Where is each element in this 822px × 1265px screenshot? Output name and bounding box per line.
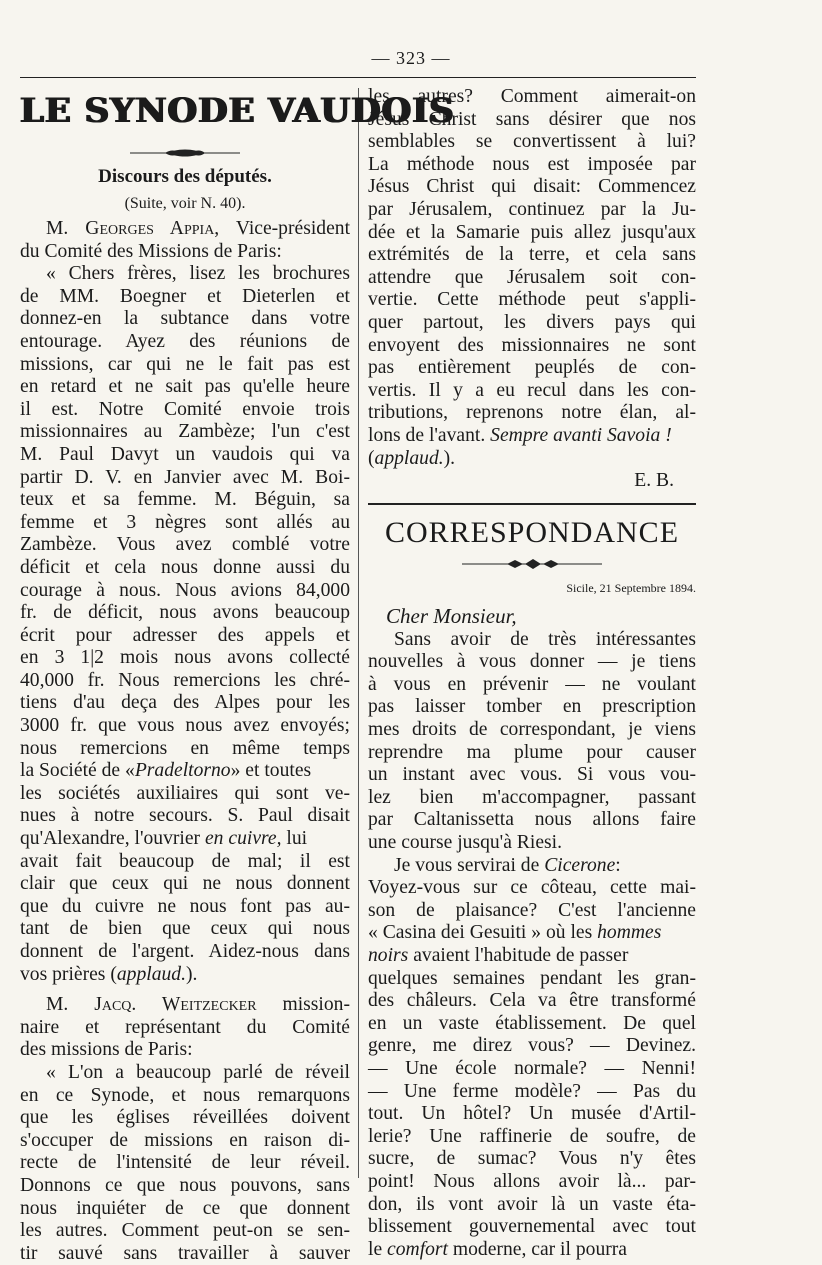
text-line: nous inquiéter de ce que donnent	[20, 1197, 350, 1219]
text-line: semblables se convertissent à lui?	[368, 131, 696, 153]
weitzecker-speech-continued	[368, 86, 696, 493]
text-line: son de plaisance? C'est l'ancienne	[368, 899, 696, 921]
text-line: reprendre ma plume pour causer	[368, 741, 696, 763]
text-line: envoyent des missionnaires ne sont	[368, 334, 696, 356]
text-line: attendre que Jérusalem soit con-	[368, 266, 696, 288]
text-line: s'occuper de missions en raison di-	[20, 1129, 350, 1151]
text-line: Sans avoir de très intéressantes	[394, 628, 696, 650]
letter-paragraph-2	[368, 855, 696, 1262]
text-line: il est. Notre Comité envoie trois	[20, 398, 350, 420]
text-line: tributions, reprenons notre élan, al-	[368, 402, 696, 424]
text-line: des missions de Paris:	[20, 1039, 193, 1061]
text-line: — Une école normale? — Nenni!	[368, 1057, 696, 1079]
text-line: La méthode nous est imposée par	[368, 153, 696, 175]
section-subhead: Discours des députés.	[98, 166, 272, 187]
text-line: lerie? Une raffinerie de soufre, de	[368, 1125, 696, 1147]
text-line: Jésus Christ sans désirer que nos	[368, 108, 696, 130]
text-line: que les églises réveillées doivent	[20, 1107, 350, 1129]
text-line: écrit pour adresser des appels et	[20, 624, 350, 646]
speaker-name: M. Georges Appia,	[46, 218, 220, 239]
text-line: nues à notre secours. S. Paul disait	[20, 805, 350, 827]
text-line: noirs avaient l'habitude de passer	[368, 945, 629, 966]
appia-speech	[20, 218, 350, 986]
text-line: Voyez-vous sur ce côteau, cette mai-	[368, 877, 696, 899]
text-line: fr. de déficit, nous avons beaucoup	[20, 602, 350, 624]
text-line: partir D. V. en Janvier avec M. Boi-	[20, 466, 350, 488]
text-line: M. Paul Davyt un vaudois qui va	[20, 443, 350, 465]
text-line: dée et la Samarie puis allez jusqu'aux	[368, 221, 696, 243]
text-line: tiens d'au deça des Alpes pour les	[20, 692, 350, 714]
text-line: missionnaires au Zambèze; l'un c'est	[20, 421, 350, 443]
text-line: vertis. Il y a eu recul dans les con-	[368, 379, 696, 401]
text-line: que du cuivre ne nous font pas au-	[20, 895, 350, 917]
text-line: missions, car qui ne le fait pas est	[20, 353, 350, 375]
text-line: lez bien m'accompagner, passant	[368, 786, 696, 808]
text-line: 40,000 fr. Nous remercions les chré-	[20, 669, 350, 691]
text-line: les autres? Comment aimerait-on	[368, 86, 696, 107]
text-line: les sociétés auxiliaires qui sont ve-	[20, 782, 350, 804]
dateline: Sicile, 21 Septembre 1894.	[566, 580, 696, 595]
text-line: déficit et cela nous donne aussi du	[20, 556, 350, 578]
text-line: M. Jacq. Weitzecker mission-	[46, 994, 350, 1016]
masthead-title: LE SYNODE VAUDOIS	[20, 91, 455, 131]
text-line: naire et représentant du Comité	[20, 1016, 350, 1038]
right-column	[368, 86, 696, 1261]
text-line: blissement gouvernemental avec tout	[368, 1216, 696, 1238]
text-line: femme et 3 nègres sont allés au	[20, 511, 350, 533]
text-line: recte de l'intensité de leur réveil.	[20, 1152, 350, 1174]
text-line: en ce Synode, et nous remarquons	[20, 1084, 350, 1106]
ornament-divider	[368, 555, 696, 573]
section-rule	[368, 503, 696, 505]
weitzecker-speech	[20, 994, 350, 1265]
text-line: une course jusqu'à Riesi.	[368, 832, 562, 854]
page-number: — 323 —	[371, 48, 451, 68]
text-line: M. Georges Appia, Vice-président	[46, 218, 351, 239]
text-line: genre, me direz vous? — Devinez.	[368, 1035, 696, 1057]
text-line: quelques semaines pendant les gran-	[368, 967, 696, 989]
text-line: en 3 1|2 mois nous avons collecté	[20, 647, 350, 669]
text-line: vertie. Cette méthode peut s'appli-	[368, 289, 696, 311]
text-line: extrémités de la terre, et cela sans	[368, 244, 696, 266]
text-line: 3000 fr. que vous nous avez envoyés;	[20, 715, 350, 737]
text-line: par Jérusalem, continuez par la Ju-	[368, 198, 696, 220]
text-line: nouvelles à vous donner — je tiens	[368, 651, 696, 673]
signature: E. B.	[634, 470, 674, 492]
text-line: qu'Alexandre, l'ouvrier en cuivre, lui	[20, 828, 308, 850]
text-line: lons de l'avant. Sempre avanti Savoia !	[368, 424, 672, 446]
text-line: tout. Un hôtel? Un musée d'Artil-	[368, 1103, 696, 1125]
text-line: du Comité des Missions de Paris:	[20, 240, 282, 262]
text-line: par Caltanissetta nous allons faire	[368, 809, 696, 831]
text-line: donnez-en la subtance dans votre	[20, 308, 350, 330]
text-line: tant de bien que ceux qui nous	[20, 918, 350, 940]
text-line: nous remercions en même temps	[20, 737, 350, 759]
text-line: donnent de l'argent. Aidez-nous dans	[20, 941, 350, 962]
continuation-reference: (Suite, voir N. 40).	[124, 195, 246, 212]
text-line: un instant avec vous. Si vous vou-	[368, 764, 696, 786]
letter-paragraph-1	[368, 629, 696, 855]
text-line: avait fait beaucoup de mal; il est	[20, 850, 350, 872]
text-line: Donnons ce que nous pouvons, sans	[20, 1174, 350, 1196]
text-line: Zambèze. Vous avez comblé votre	[20, 534, 350, 556]
text-line: la Société de «Pradeltorno» et toutes	[20, 760, 312, 782]
text-line: « L'on a beaucoup parlé de réveil	[46, 1061, 350, 1083]
text-line: entourage. Ayez des réunions de	[20, 330, 350, 352]
text-line: don, ils vont avoir là un vaste éta-	[368, 1193, 696, 1215]
text-line: le comfort moderne, car il pourra	[368, 1238, 627, 1260]
text-line: clair que ceux qui ne nous donnent	[20, 873, 350, 895]
header-rule	[20, 77, 696, 78]
text-line: Je vous servirai de Cicerone:	[394, 854, 621, 876]
text-line: point! Nous allons avoir là... par-	[368, 1170, 696, 1192]
text-line: teux et sa femme. M. Béguin, sa	[20, 489, 350, 511]
column-divider	[358, 88, 359, 1178]
text-line: des châleurs. Cela va être transformé	[368, 990, 696, 1012]
text-line: de MM. Boegner et Dieterlen et	[20, 285, 350, 307]
text-line: « Casina dei Gesuiti » où les hommes	[368, 922, 662, 944]
text-line: vos prières (applaud.).	[20, 963, 198, 985]
text-line: Jésus Christ qui disait: Commencez	[368, 176, 696, 198]
text-line: à vous en prévenir — ne voulant	[368, 673, 696, 695]
text-line: « Chers frères, lisez les brochures	[46, 263, 350, 285]
section-title: CORRESPONDANCE	[384, 515, 680, 549]
text-line: (applaud.).	[368, 447, 456, 469]
ornament-divider	[20, 144, 350, 162]
text-line: tir sauvé sans travailler à sauver	[20, 1242, 350, 1264]
text-line: en retard et ne sait pas qu'elle heure	[20, 376, 350, 398]
text-line: — Une ferme modèle? — Pas du	[368, 1080, 696, 1102]
text-line: pas entièrement peuplés de con-	[368, 357, 696, 379]
text-line: quer partout, les divers pays qui	[368, 311, 696, 333]
text-line: pas laisser tomber en prescription	[368, 696, 696, 718]
text-line: les autres. Comment peut-on se sen-	[20, 1220, 350, 1242]
text-line: courage à nous. Nous avions 84,000	[20, 579, 350, 601]
text-line: sucre, de sumac? Vous n'y êtes	[368, 1148, 696, 1170]
salutation: Cher Monsieur,	[386, 603, 517, 628]
speaker-name: M. Jacq. Weitzecker	[46, 994, 257, 1016]
text-line: en un vaste établissement. De quel	[368, 1012, 696, 1034]
text-line: mes droits de correspondant, je viens	[368, 719, 696, 741]
